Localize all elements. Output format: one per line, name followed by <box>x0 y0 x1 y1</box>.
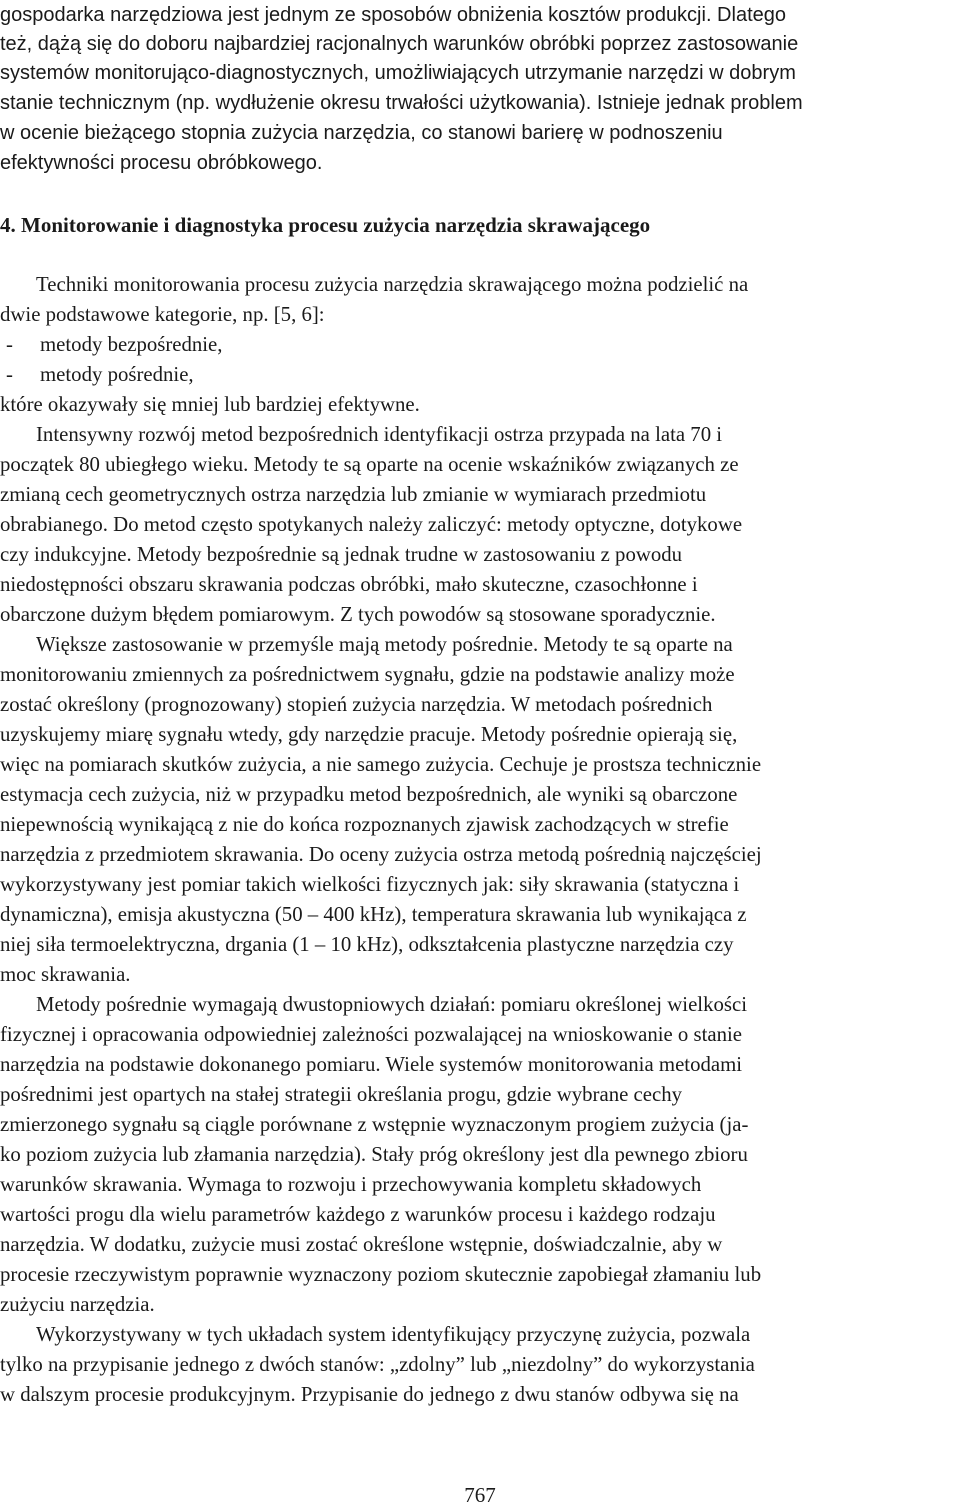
text-line: narzędzia na podstawie dokonanego pomiaru. Wiele systemów monitorowania metodami <box>0 1053 743 1076</box>
text-line: narzędzia z przedmiotem skrawania. Do oceny zużycia ostrza metodą pośrednią najczęściej <box>0 843 762 866</box>
text-line: moc skrawania. <box>0 963 131 986</box>
text-line: Większe zastosowanie w przemyśle mają metody pośrednie. Metody te są oparte na <box>36 633 733 656</box>
list-item-text: metody pośrednie, <box>40 363 194 386</box>
text-line: więc na pomiarach skutków zużycia, a nie samego zużycia. Cechuje je prostsza technicznie <box>0 753 762 776</box>
text-line: w ocenie bieżącego stopnia zużycia narzędzia, co stanowi barierę w podnoszeniu <box>0 122 723 144</box>
text-line: dwie podstawowe kategorie, np. [5, 6]: <box>0 303 325 326</box>
section-heading: 4. Monitorowanie i diagnostyka procesu zużycia narzędzia skrawającego <box>0 213 651 237</box>
text-line: wykorzystywany jest pomiar takich wielkości fizycznych jak: siły skrawania (statyczna i <box>0 873 740 896</box>
text-line: uzyskujemy miarę sygnału wtedy, gdy narzędzie pracuje. Metody pośrednie opierają się, <box>0 723 738 746</box>
text-line: niedostępności obszaru skrawania podczas obróbki, mało skuteczne, czasochłonne i <box>0 573 698 596</box>
list-bullet: - <box>6 333 13 356</box>
list-item <box>0 330 960 360</box>
text-line: które okazywały się mniej lub bardziej efektywne. <box>0 393 420 416</box>
text-line: Metody pośrednie wymagają dwustopniowych działań: pomiaru określonej wielkości <box>36 993 747 1016</box>
text-line: obarczone dużym błędem pomiarowym. Z tych powodów są stosowane sporadycznie. <box>0 603 716 626</box>
text-line: efektywności procesu obróbkowego. <box>0 152 323 174</box>
text-line: fizycznej i opracowania odpowiedniej zależności pozwalającej na wnioskowanie o stanie <box>0 1023 743 1046</box>
text-line: procesie rzeczywistym poprawnie wyznaczony poziom skutecznie zapobiegał złamaniu lub <box>0 1263 762 1286</box>
text-line: pośrednimi jest opartych na stałej strategii określania progu, gdzie wybrane cechy <box>0 1083 683 1106</box>
text-line: Techniki monitorowania procesu zużycia narzędzia skrawającego można podzielić na <box>36 273 749 296</box>
text-line: gospodarka narzędziowa jest jednym ze sposobów obniżenia kosztów produkcji. Dlatego <box>0 4 786 26</box>
text-line: warunków skrawania. Wymaga to rozwoju i przechowywania kompletu składowych <box>0 1173 702 1196</box>
text-line: niej siła termoelektryczna, drgania (1 – 10 kHz), odkształcenia plastyczne narzędzia czy <box>0 933 734 956</box>
text-line: obrabianego. Do metod często spotykanych należy zaliczyć: metody optyczne, dotykowe <box>0 513 743 536</box>
text-line: niepewnością wynikającą z nie do końca rozpoznanych zjawisk zachodzących w strefie <box>0 813 729 836</box>
text-line: zostać określony (prognozowany) stopień zużycia narzędzia. W metodach pośrednich <box>0 693 713 716</box>
text-line: stanie technicznym (np. wydłużenie okresu trwałości użytkowania). Istnieje jednak problem <box>0 92 803 114</box>
text-line: zmierzonego sygnału są ciągle porównane z wstępnie wyznaczonym progiem zużycia (ja- <box>0 1113 749 1136</box>
text-line: zużyciu narzędzia. <box>0 1293 155 1316</box>
list-item <box>0 360 960 390</box>
text-line: tylko na przypisanie jednego z dwóch stanów: „zdolny” lub „niezdolny” do wykorzystania <box>0 1353 755 1376</box>
text-line: czy indukcyjne. Metody bezpośrednie są jednak trudne w zastosowaniu z powodu <box>0 543 683 566</box>
text-line: Intensywny rozwój metod bezpośrednich identyfikacji ostrza przypada na lata 70 i <box>36 423 723 446</box>
text-line: narzędzia. W dodatku, zużycie musi zostać określone wstępnie, doświadczalnie, aby w <box>0 1233 723 1256</box>
text-line: Wykorzystywany w tych układach system identyfikujący przyczynę zużycia, pozwala <box>36 1323 751 1346</box>
text-line: wartości progu dla wielu parametrów każdego z warunków procesu i każdego rodzaju <box>0 1203 716 1226</box>
page-number: 767 <box>464 1483 496 1507</box>
list-bullet: - <box>6 363 13 386</box>
text-line: początek 80 ubiegłego wieku. Metody te są oparte na ocenie wskaźników związanych ze <box>0 453 739 476</box>
text-line: ko poziom zużycia lub złamania narzędzia). Stały próg określony jest dla pewnego zbioru <box>0 1143 748 1166</box>
text-line: monitorowaniu zmiennych za pośrednictwem sygnału, gdzie na podstawie analizy może <box>0 663 735 686</box>
text-line: w dalszym procesie produkcyjnym. Przypisanie do jednego z dwu stanów odbywa się na <box>0 1383 739 1406</box>
text-line: też, dążą się do doboru najbardziej racjonalnych warunków obróbki poprzez zastosowanie <box>0 33 799 55</box>
list-item-text: metody bezpośrednie, <box>40 333 223 356</box>
text-line: systemów monitorująco-diagnostycznych, umożliwiających utrzymanie narzędzi w dobrym <box>0 62 796 84</box>
text-line: zmianą cech geometrycznych ostrza narzędzia lub zmianie w wymiarach przedmiotu <box>0 483 707 506</box>
text-line: estymacja cech zużycia, niż w przypadku metod bezpośrednich, ale wyniki są obarczone <box>0 783 738 806</box>
text-line: dynamiczna), emisja akustyczna (50 – 400 kHz), temperatura skrawania lub wynikająca z <box>0 903 747 926</box>
